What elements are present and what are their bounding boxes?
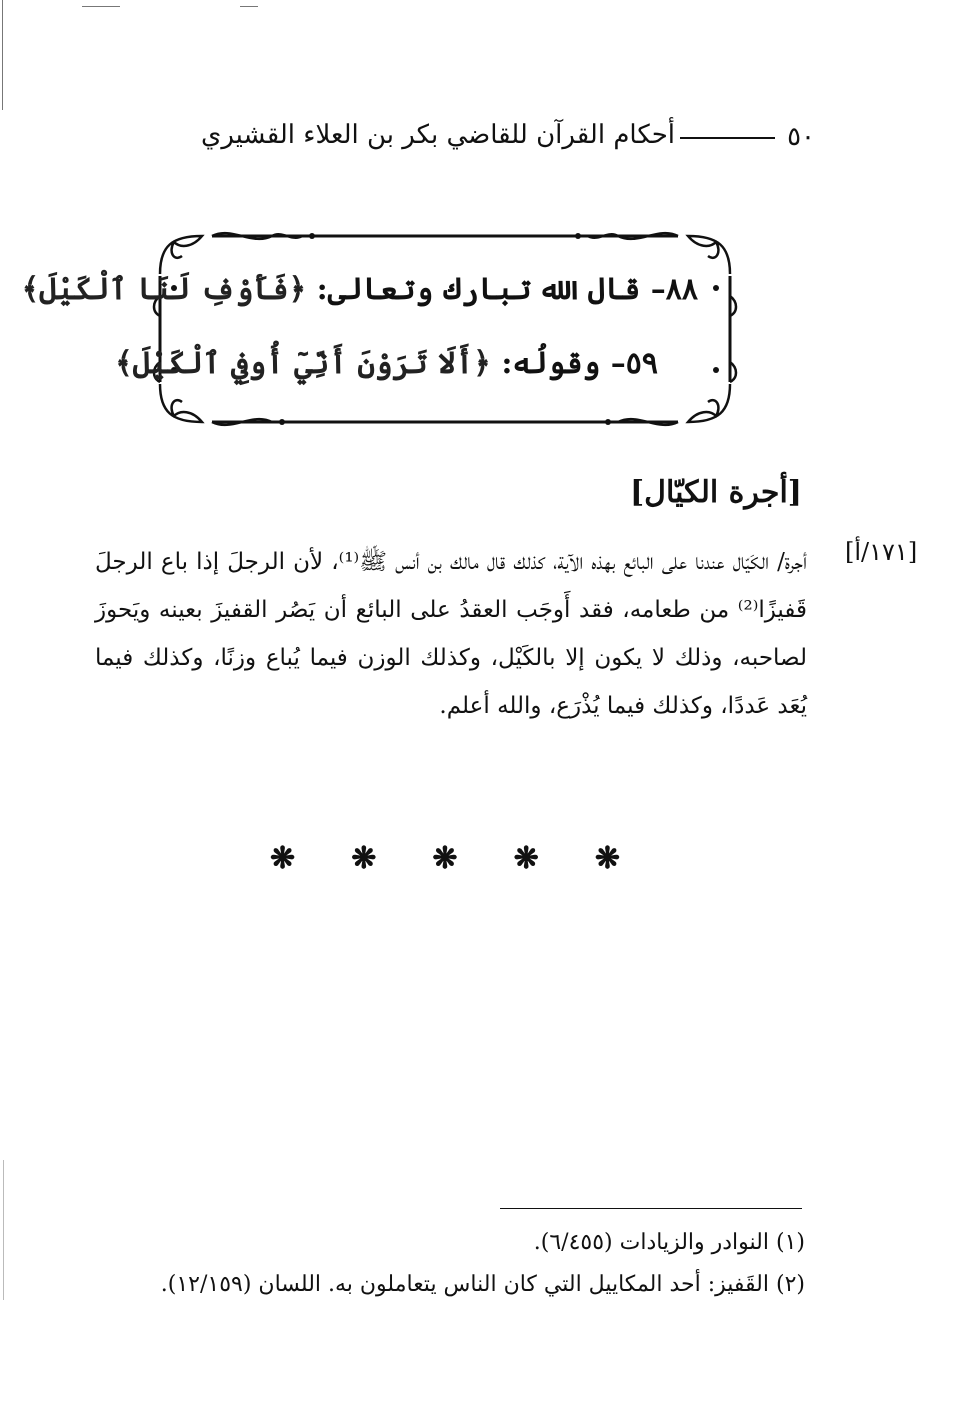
manuscript-folio-reference: [١٧١/أ] bbox=[845, 538, 918, 566]
divider-star: ❋ bbox=[594, 840, 620, 876]
scan-mark-top-left bbox=[82, 6, 120, 7]
footnote-1: (١) النوادر والزيادات (٦/٤٥٥). bbox=[533, 1230, 805, 1255]
section-divider-stars bbox=[270, 838, 620, 878]
body-paragraph: أجرة/ الكَيّال عندنا على البائع بهذه الآية، كذلك قال مالك بن أنس ﷺ⁽¹⁾، لأن الرجلَ إذا باع الرجلَ قَفيزًا⁽²⁾ من طعامه، فقد أَوجَب العقدُ على البائع أن يَصُر القفيزَ بعينه ويَحوزَ لصاحبه، وذلك لا يكون إلا بالكَيْل، وكذلك الوزن فيما يُباع وزنًا، وكذلك فيما يُعَد عَددًا، وكذلك فيما يُذْرَع، والله أعلم. bbox=[95, 549, 807, 719]
footnote-2: (٢) القَفيز: أحد المكاييل التي كان الناس يتعاملون به. اللسان (١٢/١٥٩). bbox=[160, 1272, 805, 1297]
verse-88-quran-text: ﴿فَأَوْفِ لَنَا ٱلْكَيْلَ﴾ bbox=[21, 272, 307, 307]
footnotes bbox=[95, 1222, 805, 1306]
divider-star: ❋ bbox=[513, 840, 539, 876]
ornamental-border bbox=[152, 226, 738, 432]
section-heading: [أجرة الكيّال] bbox=[629, 475, 802, 510]
scan-mark-left-edge bbox=[2, 0, 3, 110]
footnote-separator bbox=[500, 1208, 802, 1209]
verse-88-intro: قال الله تبارك وتعالى: bbox=[316, 272, 641, 307]
scan-mark-top-mid bbox=[240, 6, 258, 7]
verse-59-number: ٥٩– bbox=[610, 346, 658, 381]
header-rule bbox=[680, 137, 775, 139]
verse-frame bbox=[21, 226, 738, 432]
verse-88 bbox=[22, 272, 698, 307]
verse-59-intro: وقولُه: bbox=[501, 346, 601, 381]
book-title: أحكام القرآن للقاضي بكر بن العلاء القشيري bbox=[200, 120, 675, 150]
divider-star: ❋ bbox=[432, 840, 458, 876]
verse-88-number: ٨٨– bbox=[650, 272, 698, 307]
verse-59-quran-text: ﴿أَلَا تَرَوْنَ أَنِّيٓ أُوفِي ٱلْكَيْلَ﴾ bbox=[115, 346, 491, 381]
page-number: ٥٠ bbox=[787, 122, 815, 152]
page-header bbox=[95, 118, 815, 158]
scan-mark-left-bottom bbox=[3, 1160, 4, 1300]
divider-star: ❋ bbox=[351, 840, 377, 876]
verse-59 bbox=[115, 346, 658, 381]
divider-star: ❋ bbox=[270, 840, 296, 876]
